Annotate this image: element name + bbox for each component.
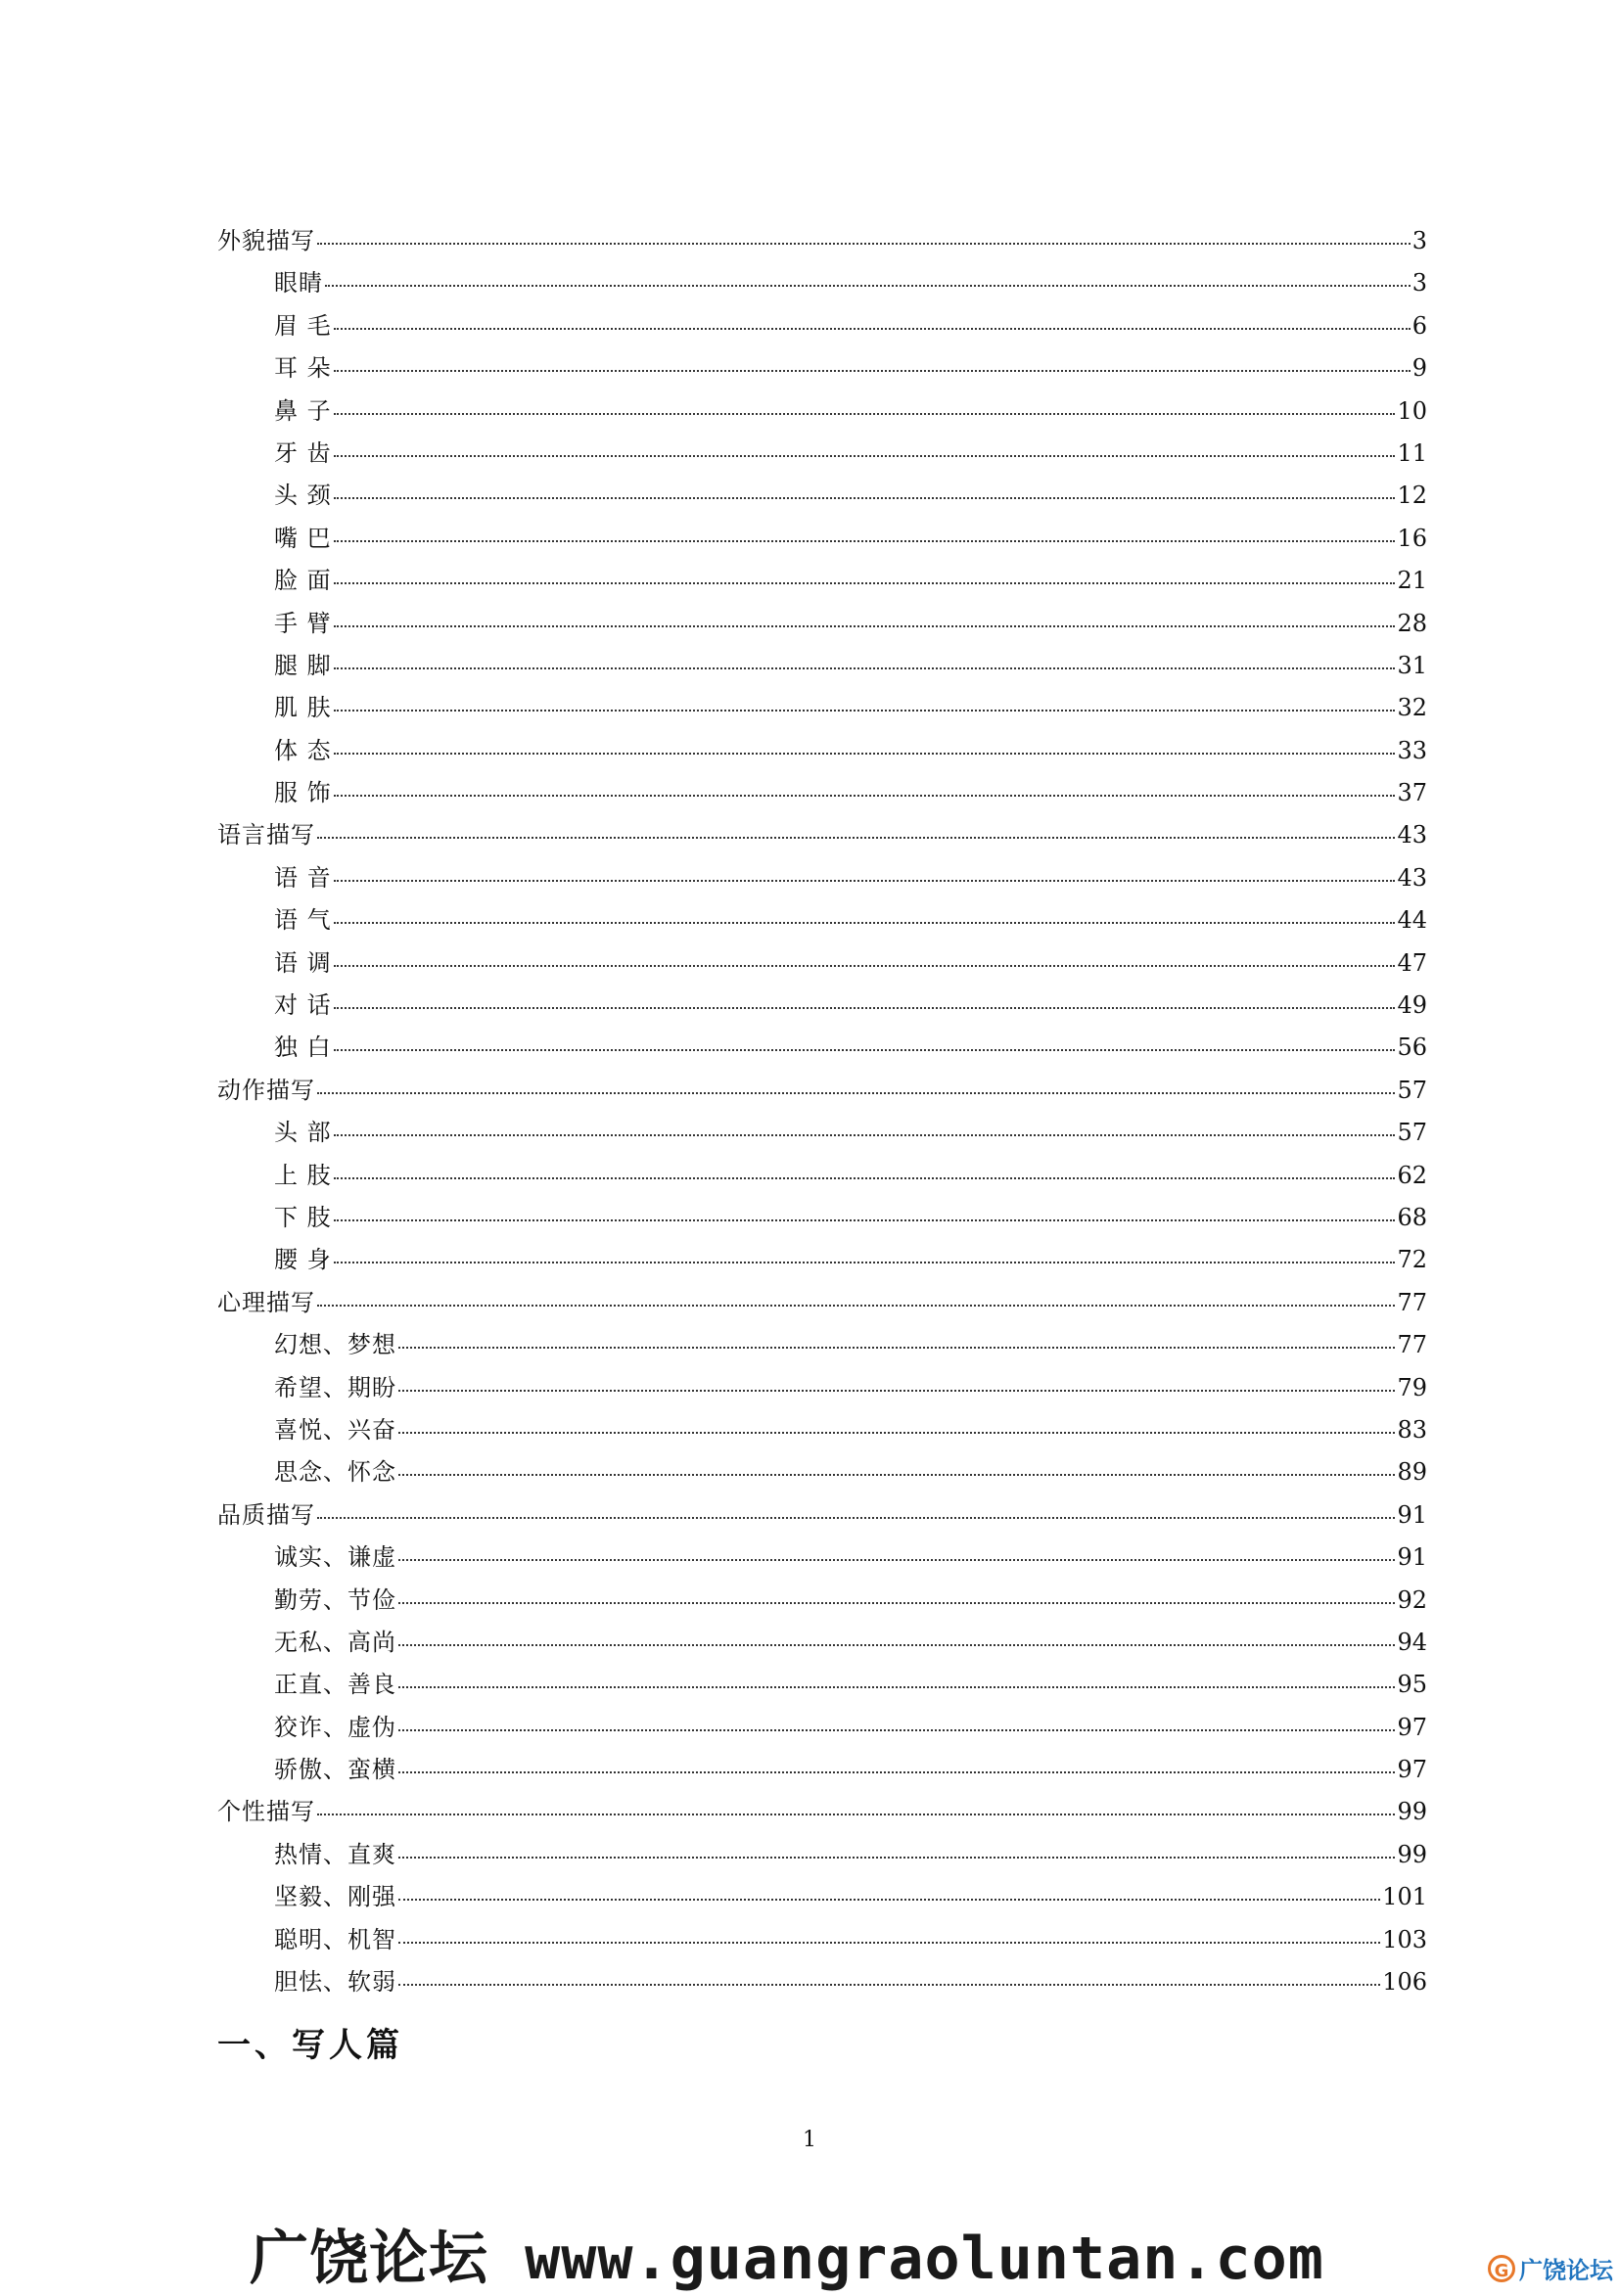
toc-leader-dots (398, 1643, 1395, 1646)
toc-leader-dots (334, 327, 1411, 330)
toc-entry-page: 83 (1397, 1415, 1427, 1444)
toc-entry[interactable] (217, 1324, 1427, 1366)
toc-entry[interactable] (217, 1664, 1427, 1706)
toc-leader-dots (317, 1304, 1395, 1307)
toc-entry[interactable] (217, 433, 1427, 475)
toc-entry[interactable] (217, 390, 1427, 433)
toc-entry[interactable] (217, 1919, 1427, 1961)
toc-entry-page: 12 (1397, 482, 1427, 510)
toc-entry[interactable] (217, 560, 1427, 602)
toc-entry-label: 头 颈 (274, 482, 332, 510)
toc-entry-page: 97 (1397, 1713, 1427, 1741)
toc-entry[interactable] (217, 262, 1427, 304)
toc-leader-dots (398, 1473, 1395, 1476)
toc-entry-page: 10 (1397, 396, 1427, 425)
toc-entry-label: 思念、怀念 (274, 1458, 396, 1487)
toc-entry[interactable] (217, 603, 1427, 645)
toc-entry-label: 头 部 (274, 1119, 332, 1147)
toc-entry[interactable] (217, 857, 1427, 899)
toc-entry-page: 56 (1397, 1033, 1427, 1062)
toc-entry[interactable] (217, 1451, 1427, 1493)
toc-entry-page: 16 (1397, 524, 1427, 552)
toc-entry-label: 语 音 (274, 863, 332, 892)
toc-leader-dots (334, 752, 1396, 755)
toc-leader-dots (317, 242, 1411, 245)
toc-entry-label: 嘴 巴 (274, 524, 332, 552)
toc-entry-page: 43 (1397, 863, 1427, 892)
toc-entry[interactable] (217, 1112, 1427, 1154)
toc-leader-dots (317, 1813, 1395, 1815)
toc-entry-label: 牙 齿 (274, 438, 332, 467)
toc-leader-dots (398, 1601, 1395, 1604)
toc-leader-dots (334, 1133, 1396, 1136)
toc-leader-dots (398, 1941, 1380, 1944)
toc-entry-label: 喜悦、兴奋 (274, 1415, 396, 1444)
toc-entry-label: 聪明、机智 (274, 1925, 396, 1953)
toc-leader-dots (334, 666, 1396, 669)
toc-entry-label: 骄傲、蛮横 (274, 1756, 396, 1784)
toc-entry[interactable] (217, 1239, 1427, 1281)
toc-entry-page: 33 (1397, 736, 1427, 764)
toc-entry-label: 外貌描写 (217, 227, 315, 254)
toc-leader-dots (398, 1389, 1395, 1392)
toc-entry-label: 无私、高尚 (274, 1628, 396, 1656)
toc-entry[interactable] (217, 1070, 1427, 1112)
toc-entry-page: 94 (1397, 1628, 1427, 1656)
toc-entry-label: 正直、善良 (274, 1671, 396, 1699)
toc-entry-page: 9 (1411, 354, 1427, 383)
toc-entry-label: 语言描写 (217, 821, 315, 850)
toc-leader-dots (334, 539, 1396, 542)
toc-leader-dots (334, 1176, 1396, 1179)
toc-entry[interactable] (217, 1622, 1427, 1664)
toc-entry[interactable] (217, 1367, 1427, 1409)
toc-entry[interactable] (217, 1876, 1427, 1918)
toc-entry-page: 28 (1397, 609, 1427, 637)
toc-entry-page: 6 (1411, 311, 1427, 340)
toc-entry-label: 耳 朵 (274, 354, 332, 383)
toc-entry-label: 鼻 子 (274, 396, 332, 425)
toc-entry[interactable] (217, 1749, 1427, 1791)
toc-leader-dots (334, 709, 1396, 712)
toc-entry-page: 57 (1397, 1119, 1427, 1147)
toc-leader-dots (334, 454, 1396, 457)
toc-entry-page: 97 (1397, 1756, 1427, 1784)
toc-entry-label: 腿 脚 (274, 651, 332, 679)
logo-text: 广饶论坛 (1519, 2257, 1613, 2284)
toc-entry[interactable] (217, 1155, 1427, 1197)
section-heading: 一、写人篇 (217, 2026, 403, 2065)
toc-leader-dots (317, 1516, 1395, 1519)
toc-entry[interactable] (217, 814, 1427, 856)
toc-leader-dots (334, 1218, 1396, 1221)
toc-leader-dots (334, 964, 1396, 967)
toc-entry-label: 独 白 (274, 1033, 332, 1062)
toc-entry-page: 21 (1397, 567, 1427, 595)
toc-entry[interactable] (217, 305, 1427, 347)
toc-entry-label: 希望、期盼 (274, 1373, 396, 1401)
toc-entry-label: 上 肢 (274, 1161, 332, 1189)
toc-entry-page: 77 (1397, 1288, 1427, 1316)
toc-entry[interactable] (217, 220, 1427, 262)
toc-entry-label: 品质描写 (217, 1500, 315, 1529)
forum-logo (1488, 2251, 1613, 2285)
toc-entry-page: 3 (1411, 269, 1427, 298)
toc-entry-page: 32 (1397, 694, 1427, 722)
watermark-banner: 广饶论坛 www.guangraoluntan.com (250, 2225, 1324, 2293)
toc-entry-label: 体 态 (274, 736, 332, 764)
toc-entry-label: 眉 毛 (274, 311, 332, 340)
toc-leader-dots (398, 1856, 1395, 1859)
toc-leader-dots (398, 1431, 1395, 1434)
toc-entry[interactable] (217, 1707, 1427, 1749)
toc-entry-page: 49 (1397, 991, 1427, 1020)
toc-entry-page: 106 (1382, 1968, 1427, 1997)
toc-leader-dots (334, 921, 1396, 924)
toc-entry-page: 68 (1397, 1203, 1427, 1231)
toc-entry-page: 31 (1397, 651, 1427, 679)
toc-entry-page: 3 (1411, 227, 1427, 254)
page-number: 1 (803, 2128, 816, 2152)
toc-entry-label: 对 话 (274, 991, 332, 1020)
toc-leader-dots (398, 1898, 1380, 1901)
toc-entry-page: 37 (1397, 779, 1427, 807)
toc-leader-dots (334, 496, 1396, 499)
toc-entry[interactable] (217, 1961, 1427, 2003)
toc-entry[interactable] (217, 730, 1427, 772)
toc-entry-label: 腰 身 (274, 1246, 332, 1274)
toc-entry[interactable] (217, 645, 1427, 687)
toc-entry[interactable] (217, 899, 1427, 941)
toc-entry-label: 服 饰 (274, 779, 332, 807)
toc-leader-dots (334, 581, 1396, 584)
toc-entry-label: 诚实、谦虚 (274, 1543, 396, 1572)
toc-entry[interactable] (217, 1580, 1427, 1622)
toc-entry-page: 79 (1397, 1373, 1427, 1401)
toc-entry[interactable] (217, 1409, 1427, 1451)
logo-g-icon: G (1488, 2255, 1515, 2282)
toc-entry-label: 动作描写 (217, 1076, 315, 1104)
toc-leader-dots (398, 1728, 1395, 1731)
toc-entry-label: 语 气 (274, 906, 332, 935)
toc-leader-dots (398, 1983, 1380, 1986)
toc-entry-page: 99 (1397, 1798, 1427, 1826)
toc-leader-dots (325, 284, 1411, 287)
toc-entry[interactable] (217, 687, 1427, 729)
toc-entry-page: 72 (1397, 1246, 1427, 1274)
toc-entry-page: 44 (1397, 906, 1427, 935)
toc-entry-page: 103 (1382, 1925, 1427, 1953)
toc-entry-label: 勤劳、节俭 (274, 1585, 396, 1614)
toc-entry-label: 幻想、梦想 (274, 1331, 396, 1359)
toc-leader-dots (398, 1685, 1395, 1688)
toc-leader-dots (317, 836, 1395, 839)
toc-entry[interactable] (217, 1791, 1427, 1833)
toc-entry-label: 心理描写 (217, 1288, 315, 1316)
table-of-contents (217, 220, 1427, 2003)
toc-entry[interactable] (217, 1834, 1427, 1876)
toc-entry-label: 手 臂 (274, 609, 332, 637)
toc-entry-page: 91 (1397, 1543, 1427, 1572)
toc-entry[interactable] (217, 1537, 1427, 1579)
toc-entry-page: 77 (1397, 1331, 1427, 1359)
toc-entry[interactable] (217, 942, 1427, 985)
toc-entry-page: 47 (1397, 948, 1427, 977)
toc-leader-dots (334, 412, 1396, 415)
toc-leader-dots (334, 794, 1396, 797)
toc-entry-label: 热情、直爽 (274, 1840, 396, 1868)
toc-leader-dots (398, 1346, 1395, 1349)
toc-entry-page: 57 (1397, 1076, 1427, 1104)
toc-entry-label: 语 调 (274, 948, 332, 977)
toc-entry[interactable] (217, 1494, 1427, 1537)
toc-leader-dots (334, 1048, 1396, 1051)
toc-entry-label: 胆怯、软弱 (274, 1968, 396, 1997)
toc-entry-page: 89 (1397, 1458, 1427, 1487)
toc-entry-page: 43 (1397, 821, 1427, 850)
toc-entry-label: 坚毅、刚强 (274, 1883, 396, 1911)
toc-entry-label: 眼睛 (274, 269, 323, 298)
toc-entry[interactable] (217, 985, 1427, 1027)
toc-entry-page: 91 (1397, 1500, 1427, 1529)
toc-entry-page: 11 (1397, 438, 1427, 467)
toc-entry[interactable] (217, 772, 1427, 814)
toc-entry[interactable] (217, 518, 1427, 560)
toc-entry-label: 个性描写 (217, 1798, 315, 1826)
toc-entry-label: 狡诈、虚伪 (274, 1713, 396, 1741)
toc-entry-page: 62 (1397, 1161, 1427, 1189)
toc-leader-dots (398, 1770, 1395, 1773)
toc-leader-dots (334, 879, 1396, 882)
toc-entry[interactable] (217, 347, 1427, 390)
toc-leader-dots (317, 1091, 1395, 1094)
toc-entry-page: 95 (1397, 1671, 1427, 1699)
toc-entry[interactable] (217, 1197, 1427, 1239)
toc-entry[interactable] (217, 1282, 1427, 1324)
toc-leader-dots (334, 1006, 1396, 1009)
toc-leader-dots (398, 1558, 1395, 1561)
toc-entry-page: 101 (1382, 1883, 1427, 1911)
toc-entry-page: 92 (1397, 1585, 1427, 1614)
toc-entry[interactable] (217, 475, 1427, 517)
toc-leader-dots (334, 369, 1411, 372)
toc-entry-page: 99 (1397, 1840, 1427, 1868)
toc-leader-dots (334, 624, 1396, 627)
toc-entry-label: 脸 面 (274, 567, 332, 595)
toc-leader-dots (334, 1261, 1396, 1263)
toc-entry-label: 下 肢 (274, 1203, 332, 1231)
toc-entry-label: 肌 肤 (274, 694, 332, 722)
toc-entry[interactable] (217, 1027, 1427, 1069)
